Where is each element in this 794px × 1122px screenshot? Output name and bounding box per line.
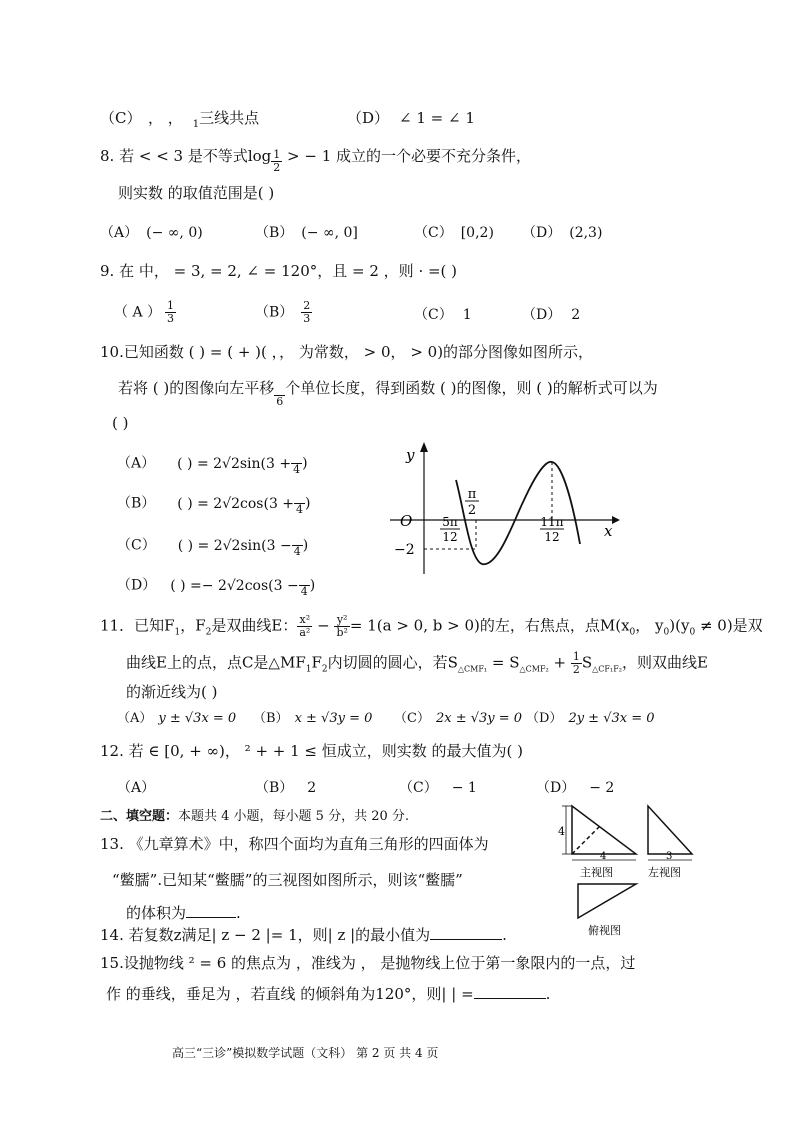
option-label: （B） [255, 780, 294, 796]
close-paren: ) [302, 455, 308, 472]
close-paren: ) [302, 537, 309, 554]
front-height-label: 4 [558, 825, 565, 838]
question-number: 10. [100, 343, 124, 361]
subscript: △CMF₂ [519, 664, 549, 674]
q13-line3-text: 的体积为 [126, 904, 187, 922]
q11-t10: 内切圆的圆心，若S [327, 653, 458, 672]
den: a² [299, 626, 311, 639]
q7-option-c-sep: ， ， [147, 109, 183, 127]
option-expr: ( ) = 2√2cos(3 + [177, 495, 295, 512]
num: 1 [167, 299, 175, 312]
q10-line1 [100, 342, 593, 362]
question-number: 15. [100, 954, 124, 972]
q11-t2: ，F [180, 616, 206, 635]
q11-option-c [394, 707, 522, 726]
q12-option-b [255, 777, 316, 797]
pi-half-num: π [467, 487, 477, 502]
q11-line1: 11．已知$F_1$，$F_2$是双曲线E： $\frac{\text{x²}}{\text{a²}}$ − $\frac{\text{y²}}{\text{b²}}$ = 1(a > 0, b > 0)的左，右焦点，点$M(x_0$， $y_0)(y_0 \ne 0)$是双 [100, 613, 763, 639]
section-2-heading [100, 805, 409, 824]
q10-option-b [117, 491, 311, 516]
option-value: 2 [571, 307, 581, 323]
option-label: （A） [117, 711, 153, 726]
subscript: △CF₁F₂ [592, 664, 622, 674]
option-label: （C） [414, 225, 453, 241]
option-label: （C） [100, 109, 134, 127]
q8-text-a: 若 < < 3 是不等式log [119, 147, 272, 165]
q12-option-a [117, 777, 165, 797]
fraction [165, 300, 176, 325]
option-label: （D） [522, 307, 562, 323]
x2-over-a2 [297, 614, 312, 639]
option-label: （ A ） [114, 304, 162, 321]
q11-line3: 的渐近线为( ) [126, 683, 218, 701]
option-value: 2 [307, 780, 317, 796]
option-label: （A） [117, 780, 156, 796]
period: . [545, 985, 551, 1003]
option-value [155, 780, 165, 796]
option-value: x ± √3y = 0 [294, 711, 373, 726]
top-view [578, 884, 636, 937]
num: x² [297, 614, 312, 627]
den: 4 [296, 503, 304, 516]
question-number: 11． [100, 616, 135, 635]
option-value: (2,3) [569, 225, 603, 241]
option-label: （D） [347, 109, 390, 127]
q15-line1 [100, 953, 635, 973]
num: 1 [273, 148, 281, 161]
q8-option-d [522, 222, 602, 242]
q11-line2: 曲线E上的点，点C是$\triangle MF_1F_2$内切圆的圆心，若$S_{\triangle CMF_1} = S_{\triangle CMF_2}$ + $\frac{1}{2}$ $S_{\triangle CF_1F_2}$，则双曲线E [126, 650, 708, 676]
q10-line2 [118, 378, 658, 408]
q10-line3: ( ) [112, 414, 129, 432]
front-view-caption: 主视图 [580, 866, 613, 879]
section-title: 二、填空题： [100, 809, 179, 824]
left-view-outline [648, 806, 692, 854]
q15-line2-text: 作 的垂线，垂足为 ，若直线 的倾斜角为120°，则| | = [106, 985, 474, 1003]
five-pi-den: 12 [442, 530, 458, 544]
option-value: 2x ± √3y = 0 [435, 711, 523, 726]
answer-blank[interactable] [430, 939, 502, 940]
answer-blank[interactable] [474, 998, 546, 999]
q10-line1-text: 已知函数 ( ) = ( + )( ，， 为常数， > 0， > 0)的部分图像如图所示， [123, 343, 594, 361]
q9-option-c [414, 304, 472, 324]
option-label: （C） [399, 780, 438, 796]
q13-line3: 的体积为 . [126, 904, 241, 922]
eleven-pi-num: 11π [540, 515, 564, 529]
option-label: （D） [526, 711, 563, 726]
den: 4 [293, 545, 301, 558]
den: 4 [300, 585, 308, 598]
option-expr: ( ) = 2√2sin(3 − [177, 537, 292, 554]
q11-t7: ≠ 0)是双 [695, 616, 763, 635]
front-view [558, 806, 636, 879]
option-value: [0,2) [460, 225, 494, 241]
q12-option-c [399, 777, 477, 797]
den: 3 [303, 312, 311, 325]
front-view-hidden-edge [572, 826, 600, 854]
x-axis-label: x [604, 522, 613, 540]
q10-sine-graph [390, 440, 620, 580]
option-label: （B） [253, 711, 289, 726]
q10-option-c [117, 533, 308, 558]
q9-text: 在 中， = 3, = 2, ∠ = 120°，且 = 2 ，则 · =( ) [119, 262, 458, 280]
q8-option-c [414, 222, 494, 242]
left-width-label: 3 [666, 851, 673, 862]
q11-option-d [526, 707, 655, 726]
q12-option-d [536, 777, 614, 797]
front-width-label: 4 [600, 851, 607, 862]
option-value: y ± √3x = 0 [158, 711, 237, 726]
q8-text-b: > − 1 成立的一个必要不充分条件， [282, 147, 532, 165]
option-value: 1 [462, 307, 472, 323]
q11-option-a [117, 707, 236, 726]
q8-option-b [255, 222, 358, 242]
q14-text: 若复数z满足| z − 2 |= 1，则| z |的最小值为 [128, 926, 431, 944]
eleven-pi-den: 12 [544, 530, 560, 544]
top-view-caption: 俯视图 [588, 924, 621, 937]
min-label: −2 [394, 542, 415, 558]
q11-t9: F [311, 653, 322, 672]
fraction [301, 300, 312, 325]
option-label: （A） [100, 225, 139, 241]
question-number: 8. [100, 147, 115, 165]
num: 1 [572, 650, 580, 663]
left-view-caption: 左视图 [648, 866, 681, 879]
option-label: （C） [117, 537, 156, 554]
origin-label: O [400, 512, 413, 530]
q8-option-a [100, 222, 203, 242]
den: 3 [167, 312, 175, 325]
q13-line1 [100, 834, 489, 854]
question-number: 9. [100, 262, 115, 280]
option-label: （D） [522, 225, 562, 241]
den: 4 [293, 463, 301, 476]
subscript: 1 [192, 119, 200, 130]
q12-text: 若 ∈ [0, + ∞)， ² + + 1 ≤ 恒成立，则实数 的最大值为( ) [128, 742, 524, 760]
question-number: 14. [100, 926, 124, 944]
q8-stem [100, 146, 531, 174]
q11-option-b [253, 707, 372, 726]
q14-stem: 14. 若复数z满足| z − 2 |= 1，则| z |的最小值为 . [100, 926, 507, 944]
q7-option-c-text: 三线共点 [199, 109, 260, 127]
q11-t6: )(y [669, 616, 690, 635]
answer-blank[interactable] [186, 917, 236, 918]
q10-option-a [117, 451, 308, 476]
subscript: △CMF₁ [457, 664, 488, 674]
q13-three-view-figure [552, 800, 712, 938]
q11-t8: 曲线E上的点，点C是△MF [126, 653, 306, 672]
q10-option-d [117, 573, 315, 598]
y2-over-b2 [334, 614, 349, 639]
q15-line2 [106, 984, 550, 1004]
den: b² [336, 626, 348, 639]
close-paren: ) [309, 577, 316, 594]
option-value: (− ∞, 0] [301, 225, 358, 241]
q11-t3: 是双曲线E： [211, 616, 298, 635]
option-expr: ( ) =− 2√2cos(3 − [170, 577, 299, 594]
left-view [648, 806, 692, 879]
half-fraction [571, 651, 582, 676]
option-label: （B） [255, 225, 294, 241]
q11-t12: + [548, 653, 571, 672]
fraction [294, 491, 305, 516]
option-label: （B） [255, 304, 294, 321]
den: 2 [273, 161, 281, 174]
q10-line2-b: 个单位长度，得到函数 ( )的图像，则 ( )的解析式可以为 [285, 379, 658, 397]
fraction [291, 451, 302, 476]
option-label: （D） [117, 577, 157, 594]
q13-line2: “鳖臑”.已知某“鳖臑”的三视图如图所示，则该“鳖臑” [112, 871, 463, 889]
shift-fraction [274, 383, 285, 408]
den: 6 [276, 395, 284, 408]
q15-line1-text: 设抛物线 ² = 6 的焦点为 ，准线为 ， 是抛物线上位于第一象限内的一点，过 [123, 954, 636, 972]
q12-stem [100, 741, 523, 761]
q11-t11: = S [487, 653, 520, 672]
option-label: （B） [117, 495, 156, 512]
y-axis-arrow [420, 442, 428, 452]
q8-line2: 则实数 的取值范围是( ) [118, 184, 275, 202]
option-label: （A） [117, 455, 156, 472]
num: 2 [303, 299, 311, 312]
q10-line2-a: 若将 ( )的图像向左平移 [118, 379, 275, 397]
section-desc: 本题共 4 小题，每小题 5 分，共 20 分. [178, 809, 410, 824]
pi-half-den: 2 [467, 503, 477, 518]
option-expr: ( ) = 2√2sin(3 + [177, 455, 292, 472]
option-value: (− ∞, 0) [146, 225, 203, 241]
option-value: 2y ± √3x = 0 [568, 711, 655, 726]
q11-t14: ，则双曲线E [621, 653, 708, 672]
question-number: 12. [100, 742, 124, 760]
q7-option-c [100, 108, 259, 135]
question-number: 13. [100, 835, 124, 853]
q9-option-d [522, 304, 580, 324]
option-value: − 1 [451, 780, 477, 796]
fraction [299, 573, 310, 598]
y-axis-label: y [406, 446, 415, 464]
q9-option-a [114, 300, 176, 325]
q13-line1-text: 《九章算术》中，称四个面均为直角三角形的四面体为 [128, 835, 489, 853]
option-label: （C） [394, 711, 430, 726]
q7-option-d [347, 108, 475, 128]
q11-t13: S [581, 653, 593, 672]
q11-t4: = 1(a > 0, b > 0)的左，右焦点，点M(x [349, 616, 630, 635]
q11-t5: ， y [635, 616, 664, 635]
option-label: （C） [414, 307, 453, 323]
den: 2 [572, 663, 580, 676]
x-axis-arrow [612, 516, 620, 524]
q9-option-b [255, 300, 312, 325]
front-view-outline [572, 806, 636, 854]
q11-t1: 已知F [134, 616, 175, 635]
option-label: （D） [536, 780, 576, 796]
option-value: − 2 [589, 780, 615, 796]
close-paren: ) [305, 495, 311, 512]
page-footer: 高三“三诊”模拟数学试题（文科） 第 2 页 共 4 页 [172, 1046, 439, 1060]
fraction [292, 533, 303, 558]
five-pi-num: 5π [442, 515, 458, 529]
q9-stem [100, 261, 457, 281]
top-view-outline [578, 884, 636, 918]
num: y² [334, 614, 349, 627]
log-base-fraction [271, 149, 282, 174]
q7-option-d-text: ∠ 1 = ∠ 1 [399, 109, 475, 127]
